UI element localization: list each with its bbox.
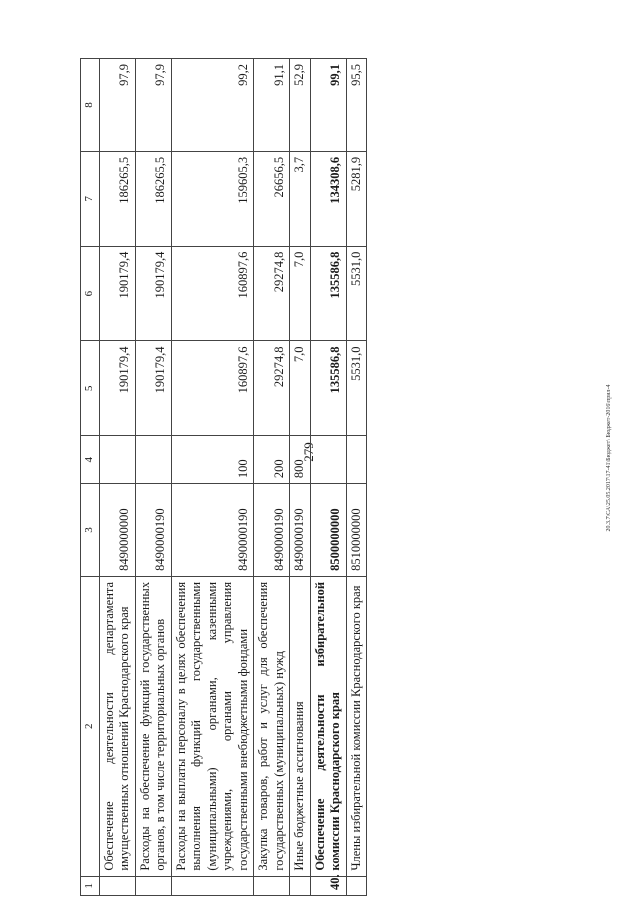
row-value-col5: 190179,4: [99, 341, 135, 436]
row-value-col7: 186265,5: [99, 151, 135, 246]
row-percent: 97,9: [99, 59, 135, 152]
row-percent: 52,9: [290, 59, 311, 152]
row-expense-type: [346, 436, 367, 484]
row-percent: 95,5: [346, 59, 367, 152]
row-code: 8490000190: [290, 484, 311, 577]
row-name: Закупка товаров, работ и услуг для обеспечения государственных (муниципальных) нужд: [254, 576, 290, 876]
row-expense-type: 100: [171, 436, 254, 484]
row-value-col6: 160897,6: [171, 246, 254, 341]
table-row: [290, 59, 311, 896]
row-number: [171, 876, 254, 895]
row-name: Расходы на выплаты персоналу в целях обеспечения выполнения функций государственными (муниципальными) органами, казенными учреждениями, органами управления государственными внебюджетными фондами: [171, 576, 254, 876]
page-number: 279: [301, 442, 316, 462]
row-number: [254, 876, 290, 895]
table-row: [99, 59, 135, 896]
budget-table: [80, 58, 367, 896]
row-value-col5: 135586,8: [310, 341, 346, 436]
column-header-2: 2: [81, 576, 100, 876]
row-value-col6: 7,0: [290, 246, 311, 341]
row-code: 8510000000: [346, 484, 367, 577]
row-expense-type: 200: [254, 436, 290, 484]
row-value-col6: 5531,0: [346, 246, 367, 341]
column-header-7: 7: [81, 151, 100, 246]
row-name: Члены избирательной комиссии Краснодарского края: [346, 576, 367, 876]
column-header-6: 6: [81, 246, 100, 341]
row-expense-type: [99, 436, 135, 484]
row-expense-type: [135, 436, 171, 484]
row-percent: 97,9: [135, 59, 171, 152]
row-value-col7: 3,7: [290, 151, 311, 246]
row-expense-type: 800: [290, 436, 311, 484]
row-value-col5: 5531,0: [346, 341, 367, 436]
row-number: [290, 876, 311, 895]
row-number: [99, 876, 135, 895]
row-code: 8490000190: [171, 484, 254, 577]
row-value-col7: 134308,6: [310, 151, 346, 246]
row-value-col5: 160897,6: [171, 341, 254, 436]
row-name: Расходы на обеспечение функций государственных органов, в том числе территориальных органов: [135, 576, 171, 876]
table-row: [346, 59, 367, 896]
row-code: 8500000000: [310, 484, 346, 577]
row-code: 8490000190: [254, 484, 290, 577]
column-header-row: [81, 59, 100, 896]
row-code: 8490000190: [135, 484, 171, 577]
row-expense-type: [310, 436, 346, 484]
row-number: 40.: [310, 876, 346, 895]
row-name: Иные бюджетные ассигнования: [290, 576, 311, 876]
footer-file-path: 20.3.7\СА\25.05.2017\17-41\Бюджет\ Бюджет-2016\прил-4: [606, 384, 612, 532]
row-value-col6: 29274,8: [254, 246, 290, 341]
row-value-col7: 5281,9: [346, 151, 367, 246]
column-header-4: 4: [81, 436, 100, 484]
row-percent: 99,2: [171, 59, 254, 152]
row-percent: 91,1: [254, 59, 290, 152]
table-row: [135, 59, 171, 896]
row-name: Обеспечение деятельности избирательной комиссии Краснодарского края: [310, 576, 346, 876]
row-value-col6: 190179,4: [99, 246, 135, 341]
row-code: 8490000000: [99, 484, 135, 577]
row-value-col6: 135586,8: [310, 246, 346, 341]
table-row: [254, 59, 290, 896]
column-header-5: 5: [81, 341, 100, 436]
budget-table-container: [80, 58, 540, 896]
table-row: [310, 59, 346, 896]
row-value-col7: 26656,5: [254, 151, 290, 246]
row-value-col6: 190179,4: [135, 246, 171, 341]
row-name: Обеспечение деятельности департамента имущественных отношений Краснодарского края: [99, 576, 135, 876]
column-header-8: 8: [81, 59, 100, 152]
row-value-col5: 29274,8: [254, 341, 290, 436]
table-row: [171, 59, 254, 896]
row-percent: 99,1: [310, 59, 346, 152]
column-header-3: 3: [81, 484, 100, 577]
row-value-col7: 159605,3: [171, 151, 254, 246]
row-value-col5: 7,0: [290, 341, 311, 436]
row-value-col7: 186265,5: [135, 151, 171, 246]
row-number: [135, 876, 171, 895]
row-value-col5: 190179,4: [135, 341, 171, 436]
column-header-1: 1: [81, 876, 100, 895]
row-number: [346, 876, 367, 895]
